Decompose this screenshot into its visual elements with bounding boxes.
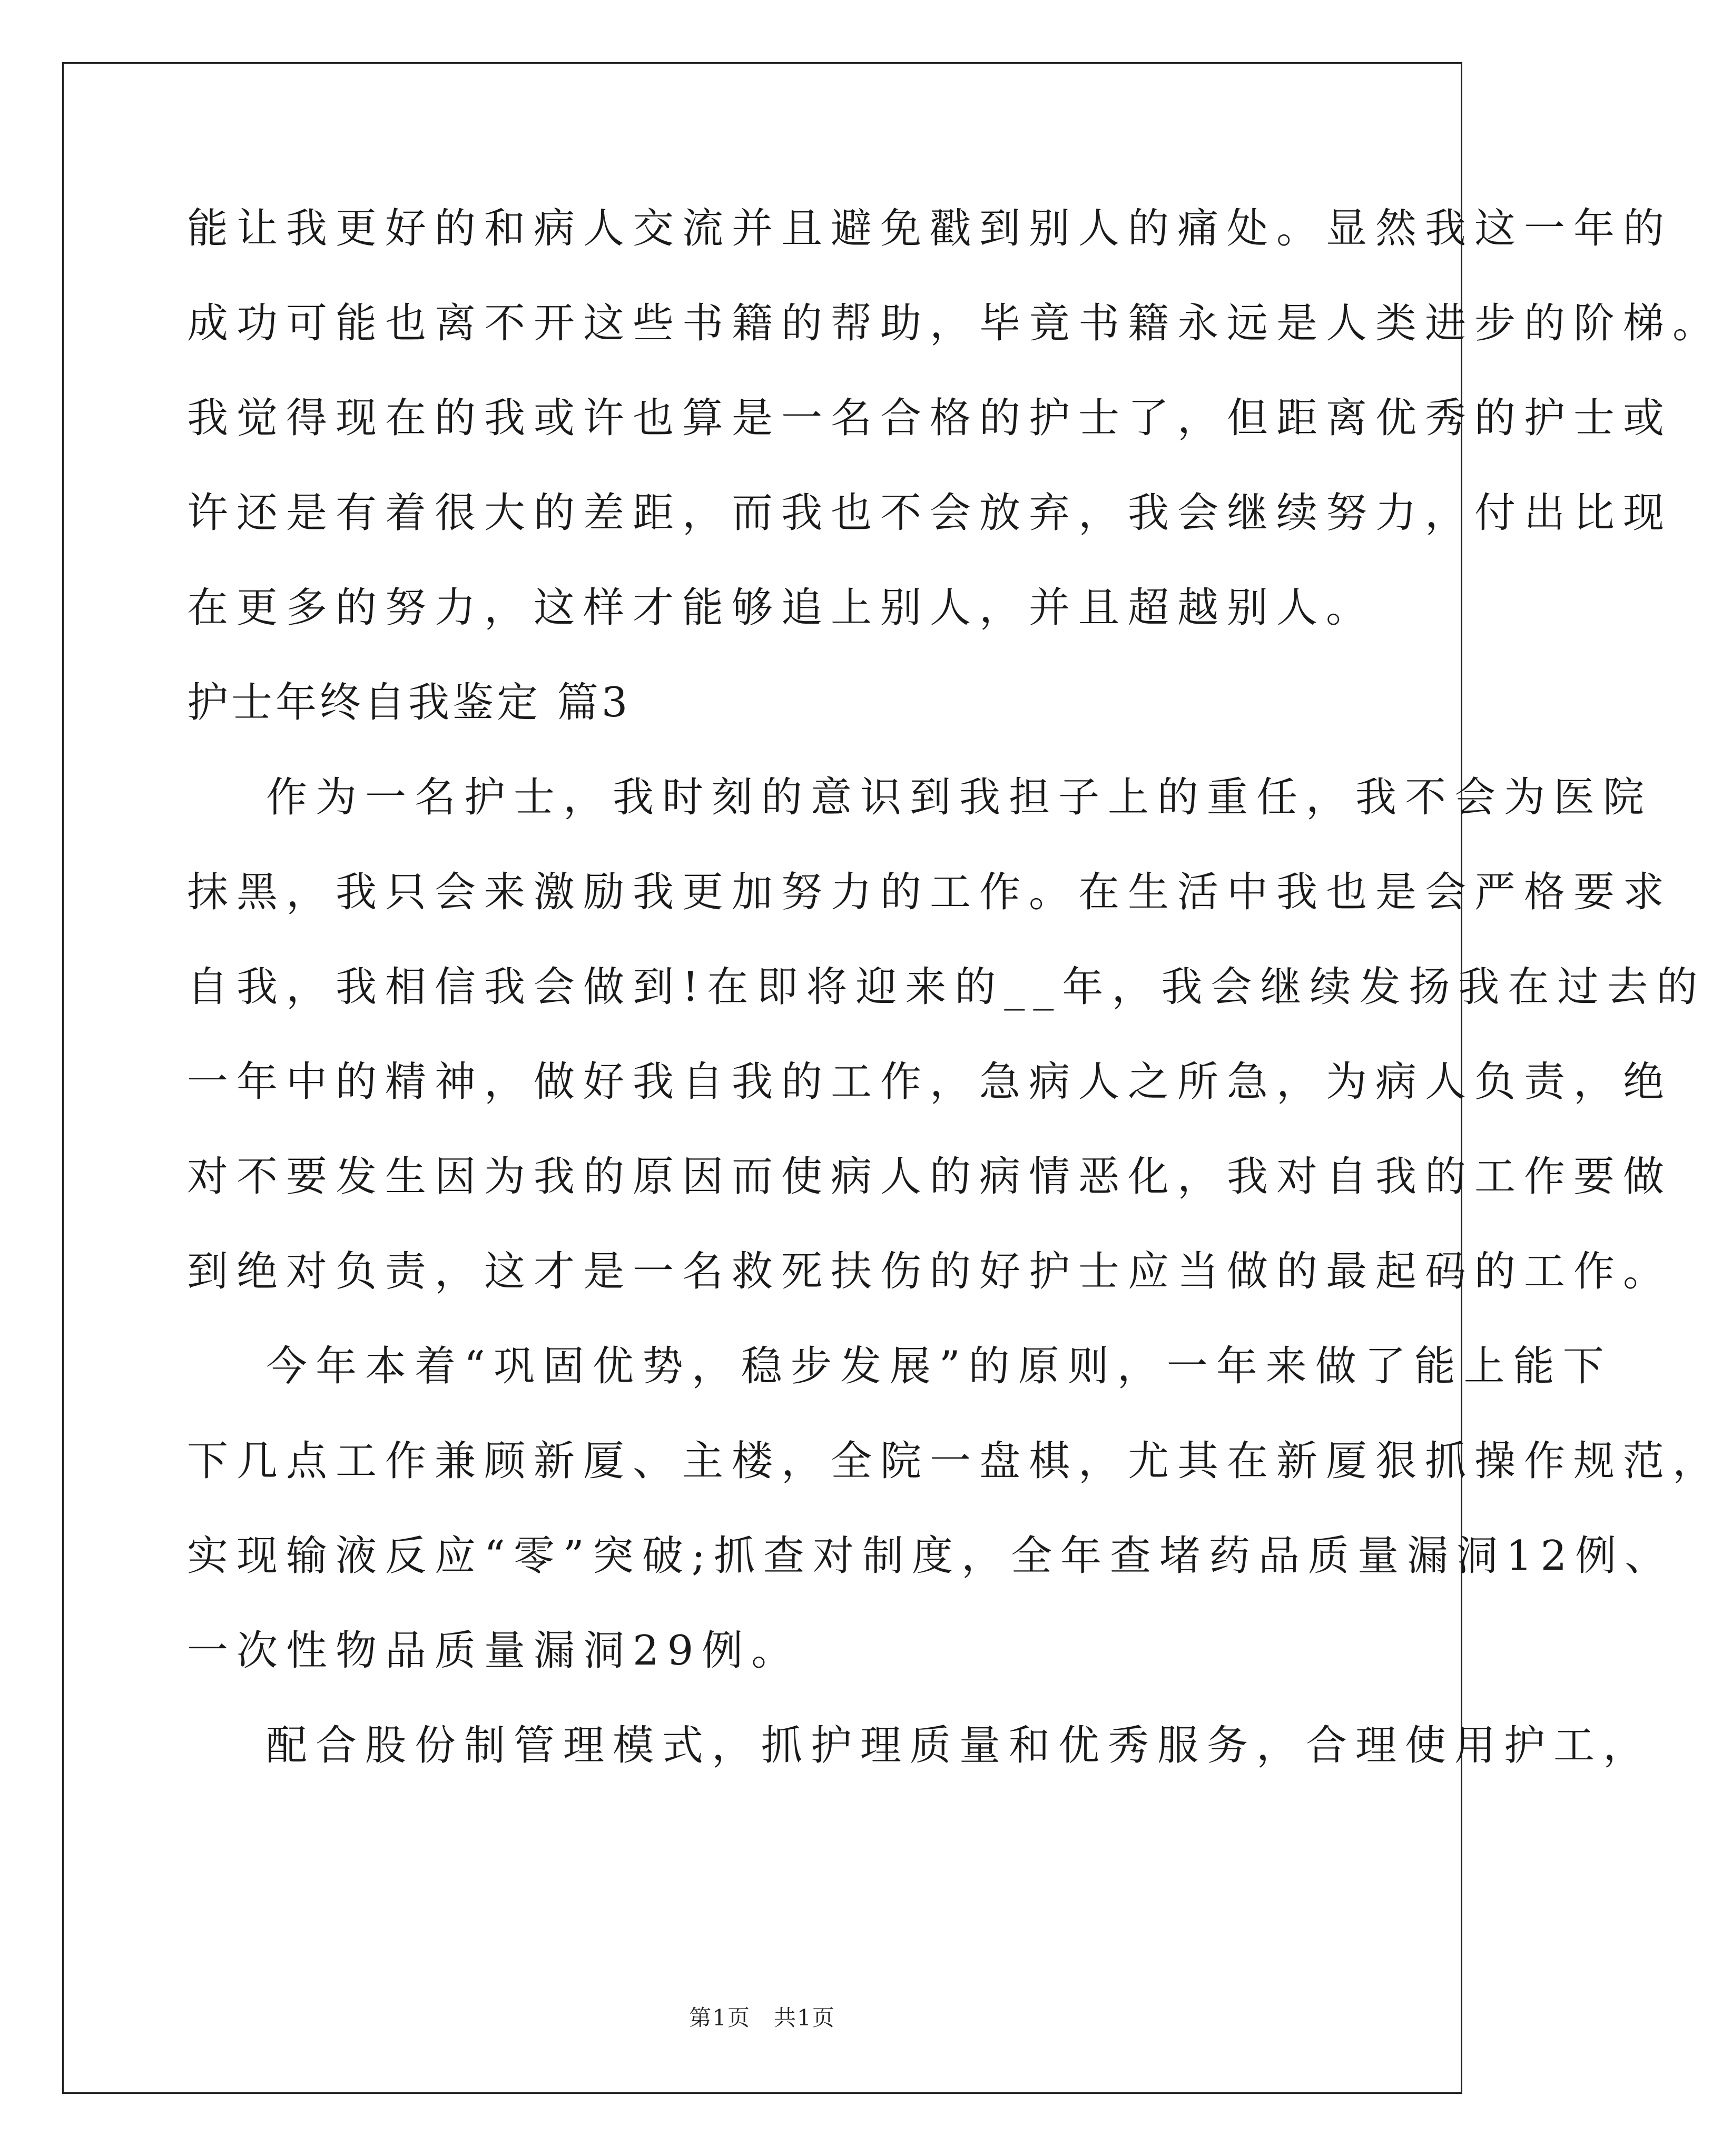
paragraph-line: 在更多的努力，这样才能够追上别人，并且超越别人。 [187, 584, 1376, 632]
paragraph-line: 成功可能也离不开这些书籍的帮助，毕竟书籍永远是人类进步的阶梯。 [187, 300, 1722, 347]
paragraph-line: 能让我更好的和病人交流并且避免戳到别人的痛处。显然我这一年的 [187, 205, 1673, 252]
paragraph-line: 我觉得现在的我或许也算是一名合格的护士了，但距离优秀的护士或 [187, 395, 1673, 442]
paragraph-line: 今年本着“巩固优势，稳步发展”的原则，一年来做了能上能下 [266, 1343, 1612, 1390]
paragraph-line: 实现输液反应“零”突破;抓查对制度，全年查堵药品质量漏洞12例、 [187, 1532, 1675, 1580]
page-footer: 第1页 共1页 [689, 2005, 835, 2031]
section-heading: 护士年终自我鉴定 篇3 [187, 679, 631, 726]
paragraph-line: 对不要发生因为我的原因而使病人的病情恶化，我对自我的工作要做 [187, 1153, 1673, 1200]
paragraph-line: 下几点工作兼顾新厦、主楼，全院一盘棋，尤其在新厦狠抓操作规范， [187, 1438, 1722, 1485]
paragraph-line: 到绝对负责，这才是一名救死扶伤的好护士应当做的最起码的工作。 [187, 1248, 1673, 1295]
paragraph-line: 抹黑，我只会来激励我更加努力的工作。在生活中我也是会严格要求 [187, 869, 1673, 916]
paragraph-line: 配合股份制管理模式，抓护理质量和优秀服务，合理使用护工， [266, 1722, 1653, 1769]
paragraph-line: 自我，我相信我会做到!在即将迎来的__年，我会继续发扬我在过去的 [187, 963, 1706, 1011]
paragraph-line: 作为一名护士，我时刻的意识到我担子上的重任，我不会为医院 [266, 774, 1653, 821]
paragraph-line: 一次性物品质量漏洞29例。 [187, 1627, 801, 1675]
paragraph-line: 一年中的精神，做好我自我的工作，急病人之所急，为病人负责，绝 [187, 1058, 1673, 1106]
paragraph-line: 许还是有着很大的差距，而我也不会放弃，我会继续努力，付出比现 [187, 489, 1673, 537]
